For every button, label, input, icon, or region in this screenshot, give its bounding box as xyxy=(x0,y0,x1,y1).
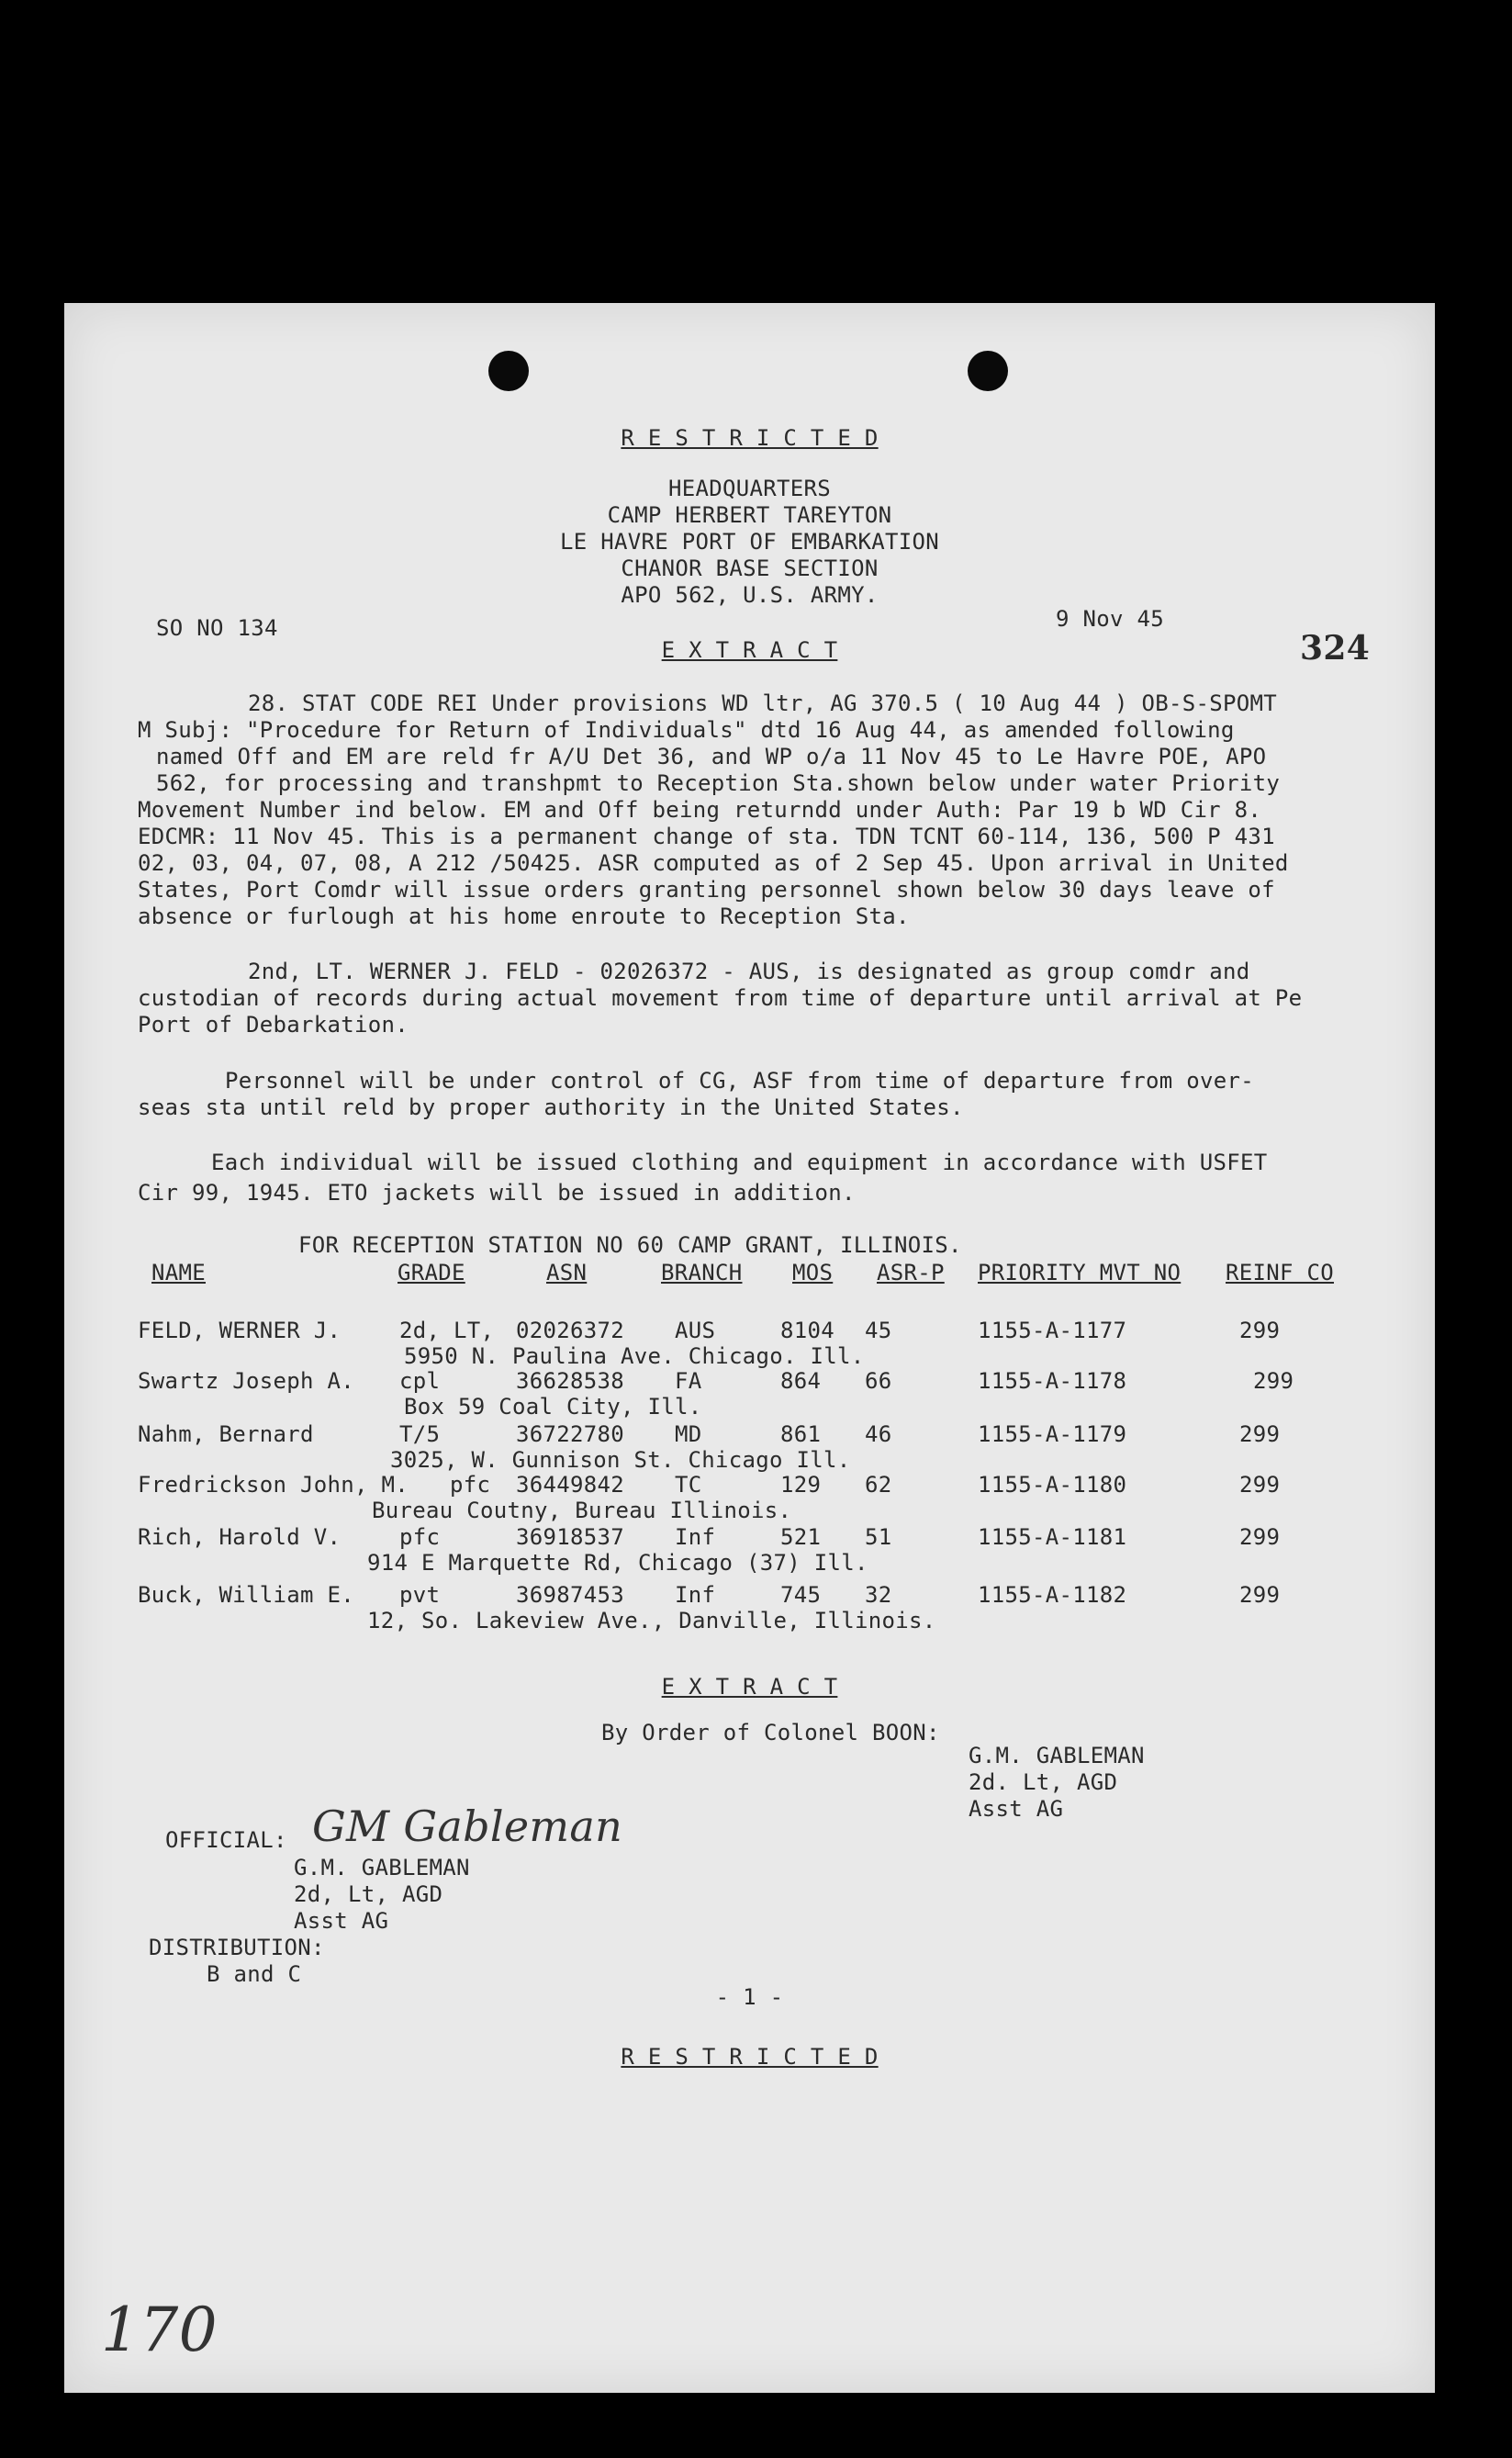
row5-asn: 36918537 xyxy=(516,1524,624,1550)
row1-mos: 8104 xyxy=(780,1318,834,1343)
row2-asn: 36628538 xyxy=(516,1368,624,1394)
hq-line-2: CAMP HERBERT TAREYTON xyxy=(607,502,892,528)
row2-reinf: 299 xyxy=(1253,1368,1294,1394)
row6-reinf: 299 xyxy=(1239,1582,1281,1608)
distribution-label: DISTRIBUTION: xyxy=(149,1935,325,1960)
para3-line-2: seas sta until reld by proper authority in the United States. xyxy=(138,1094,964,1120)
row3-asr: 46 xyxy=(865,1421,892,1447)
para1-line-3: named Off and EM are reld fr A/U Det 36, and WP o/a 11 Nov 45 to Le Havre POE, APO xyxy=(156,744,1267,769)
extract-footer: E X T R A C T xyxy=(661,1674,838,1700)
margin-note-handwritten: 170 xyxy=(101,2295,218,2365)
extract-header: E X T R A C T xyxy=(661,637,838,663)
col-header-name: NAME xyxy=(151,1260,206,1285)
hq-line-1: HEADQUARTERS xyxy=(668,476,831,501)
para4-line-2: Cir 99, 1945. ETO jackets will be issued in addition. xyxy=(138,1180,856,1206)
row4-grade: pfc xyxy=(450,1472,491,1498)
para1-line-5: Movement Number ind below. EM and Off being returndd under Auth: Par 19 b WD Cir 8. xyxy=(138,797,1262,823)
punch-hole-right xyxy=(968,351,1008,391)
handwritten-signature: GM Gableman xyxy=(312,1801,622,1851)
hq-line-5: APO 562, U.S. ARMY. xyxy=(621,582,879,608)
col-header-branch: BRANCH xyxy=(661,1260,743,1285)
row5-grade: pfc xyxy=(399,1524,441,1550)
official-rank: 2d, Lt, AGD xyxy=(294,1881,443,1907)
row3-asn: 36722780 xyxy=(516,1421,624,1447)
row1-reinf: 299 xyxy=(1239,1318,1281,1343)
para1-line-9: absence or furlough at his home enroute to Reception Sta. xyxy=(138,904,910,929)
row1-name: FELD, WERNER J. xyxy=(138,1318,342,1343)
row1-address: 5950 N. Paulina Ave. Chicago. Ill. xyxy=(404,1343,865,1369)
official-label: OFFICIAL: xyxy=(165,1827,287,1853)
row5-asr: 51 xyxy=(865,1524,892,1550)
para2-line-1: 2nd, LT. WERNER J. FELD - 02026372 - AUS, is designated as group comdr and xyxy=(248,959,1250,984)
para1-line-2: M Subj: "Procedure for Return of Individuals" dtd 16 Aug 44, as amended following xyxy=(138,717,1235,743)
row4-asn: 36449842 xyxy=(516,1472,624,1498)
row5-mos: 521 xyxy=(780,1524,822,1550)
official-title: Asst AG xyxy=(294,1908,389,1934)
para1-line-1: 28. STAT CODE REI Under provisions WD ltr, AG 370.5 ( 10 Aug 44 ) OB-S-SPOMT xyxy=(248,690,1277,716)
punch-hole-left xyxy=(488,351,529,391)
row6-priority: 1155-A-1182 xyxy=(978,1582,1127,1608)
para4-line-1: Each individual will be issued clothing and equipment in accordance with USFET xyxy=(211,1150,1268,1175)
row3-mos: 861 xyxy=(780,1421,822,1447)
row4-name: Fredrickson John, M. xyxy=(138,1472,409,1498)
para1-line-8: States, Port Comdr will issue orders granting personnel shown below 30 days leave of xyxy=(138,877,1275,903)
row3-branch: MD xyxy=(675,1421,702,1447)
row2-branch: FA xyxy=(675,1368,702,1394)
signer-name: G.M. GABLEMAN xyxy=(969,1743,1145,1768)
signer-rank: 2d. Lt, AGD xyxy=(969,1769,1118,1795)
row1-asr: 45 xyxy=(865,1318,892,1343)
row4-address: Bureau Coutny, Bureau Illinois. xyxy=(372,1498,792,1523)
row5-reinf: 299 xyxy=(1239,1524,1281,1550)
row2-priority: 1155-A-1178 xyxy=(978,1368,1127,1394)
page-stamp-number: 324 xyxy=(1300,629,1371,668)
para2-line-3: Port of Debarkation. xyxy=(138,1012,409,1038)
row4-mos: 129 xyxy=(780,1472,822,1498)
official-name: G.M. GABLEMAN xyxy=(294,1855,470,1880)
row2-mos: 864 xyxy=(780,1368,822,1394)
row1-grade: 2d, LT, xyxy=(399,1318,495,1343)
col-header-asn: ASN xyxy=(546,1260,588,1285)
row6-mos: 745 xyxy=(780,1582,822,1608)
row1-asn: 02026372 xyxy=(516,1318,624,1343)
row1-priority: 1155-A-1177 xyxy=(978,1318,1127,1343)
row6-grade: pvt xyxy=(399,1582,441,1608)
row2-name: Swartz Joseph A. xyxy=(138,1368,354,1394)
row4-reinf: 299 xyxy=(1239,1472,1281,1498)
row6-branch: Inf xyxy=(675,1582,716,1608)
row1-branch: AUS xyxy=(675,1318,716,1343)
reception-station-line: FOR RECEPTION STATION NO 60 CAMP GRANT, ILLINOIS. xyxy=(298,1232,962,1258)
row6-asr: 32 xyxy=(865,1582,892,1608)
row5-priority: 1155-A-1181 xyxy=(978,1524,1127,1550)
para1-line-7: 02, 03, 04, 07, 08, A 212 /50425. ASR computed as of 2 Sep 45. Upon arrival in United xyxy=(138,850,1289,876)
col-header-asr: ASR-P xyxy=(877,1260,945,1285)
distribution-value: B and C xyxy=(207,1961,302,1987)
row4-branch: TC xyxy=(675,1472,702,1498)
row3-name: Nahm, Bernard xyxy=(138,1421,314,1447)
col-header-mos: MOS xyxy=(792,1260,834,1285)
row3-reinf: 299 xyxy=(1239,1421,1281,1447)
row2-asr: 66 xyxy=(865,1368,892,1394)
row5-branch: Inf xyxy=(675,1524,716,1550)
col-header-priority: PRIORITY MVT NO xyxy=(978,1260,1182,1285)
special-order-number: SO NO 134 xyxy=(156,615,278,641)
row3-address: 3025, W. Gunnison St. Chicago Ill. xyxy=(390,1447,851,1473)
col-header-reinf: REINF CO xyxy=(1226,1260,1334,1285)
page-number: - 1 - xyxy=(715,1984,784,2010)
para1-line-4: 562, for processing and transhpmt to Reception Sta.shown below under water Priority xyxy=(156,770,1281,796)
row5-name: Rich, Harold V. xyxy=(138,1524,342,1550)
row6-asn: 36987453 xyxy=(516,1582,624,1608)
row3-priority: 1155-A-1179 xyxy=(978,1421,1127,1447)
row4-asr: 62 xyxy=(865,1472,892,1498)
row5-address: 914 E Marquette Rd, Chicago (37) Ill. xyxy=(367,1550,868,1576)
hq-line-3: LE HAVRE PORT OF EMBARKATION xyxy=(560,529,939,555)
row6-name: Buck, William E. xyxy=(138,1582,354,1608)
row2-address: Box 59 Coal City, Ill. xyxy=(404,1394,702,1420)
row4-priority: 1155-A-1180 xyxy=(978,1472,1127,1498)
by-order-line: By Order of Colonel BOON: xyxy=(601,1720,940,1745)
order-date: 9 Nov 45 xyxy=(1056,606,1164,632)
row2-grade: cpl xyxy=(399,1368,441,1394)
signer-title: Asst AG xyxy=(969,1796,1064,1822)
para1-line-6: EDCMR: 11 Nov 45. This is a permanent change of sta. TDN TCNT 60-114, 136, 500 P 431 xyxy=(138,824,1275,849)
restricted-header: R E S T R I C T E D xyxy=(621,425,879,451)
row3-grade: T/5 xyxy=(399,1421,441,1447)
row6-address: 12, So. Lakeview Ave., Danville, Illinois. xyxy=(367,1608,936,1633)
para2-line-2: custodian of records during actual movement from time of departure until arrival at Pe xyxy=(138,985,1303,1011)
col-header-grade: GRADE xyxy=(398,1260,465,1285)
document-page xyxy=(64,303,1435,2393)
para3-line-1: Personnel will be under control of CG, ASF from time of departure from over- xyxy=(225,1068,1254,1094)
restricted-footer: R E S T R I C T E D xyxy=(621,2044,879,2070)
hq-line-4: CHANOR BASE SECTION xyxy=(621,556,879,581)
